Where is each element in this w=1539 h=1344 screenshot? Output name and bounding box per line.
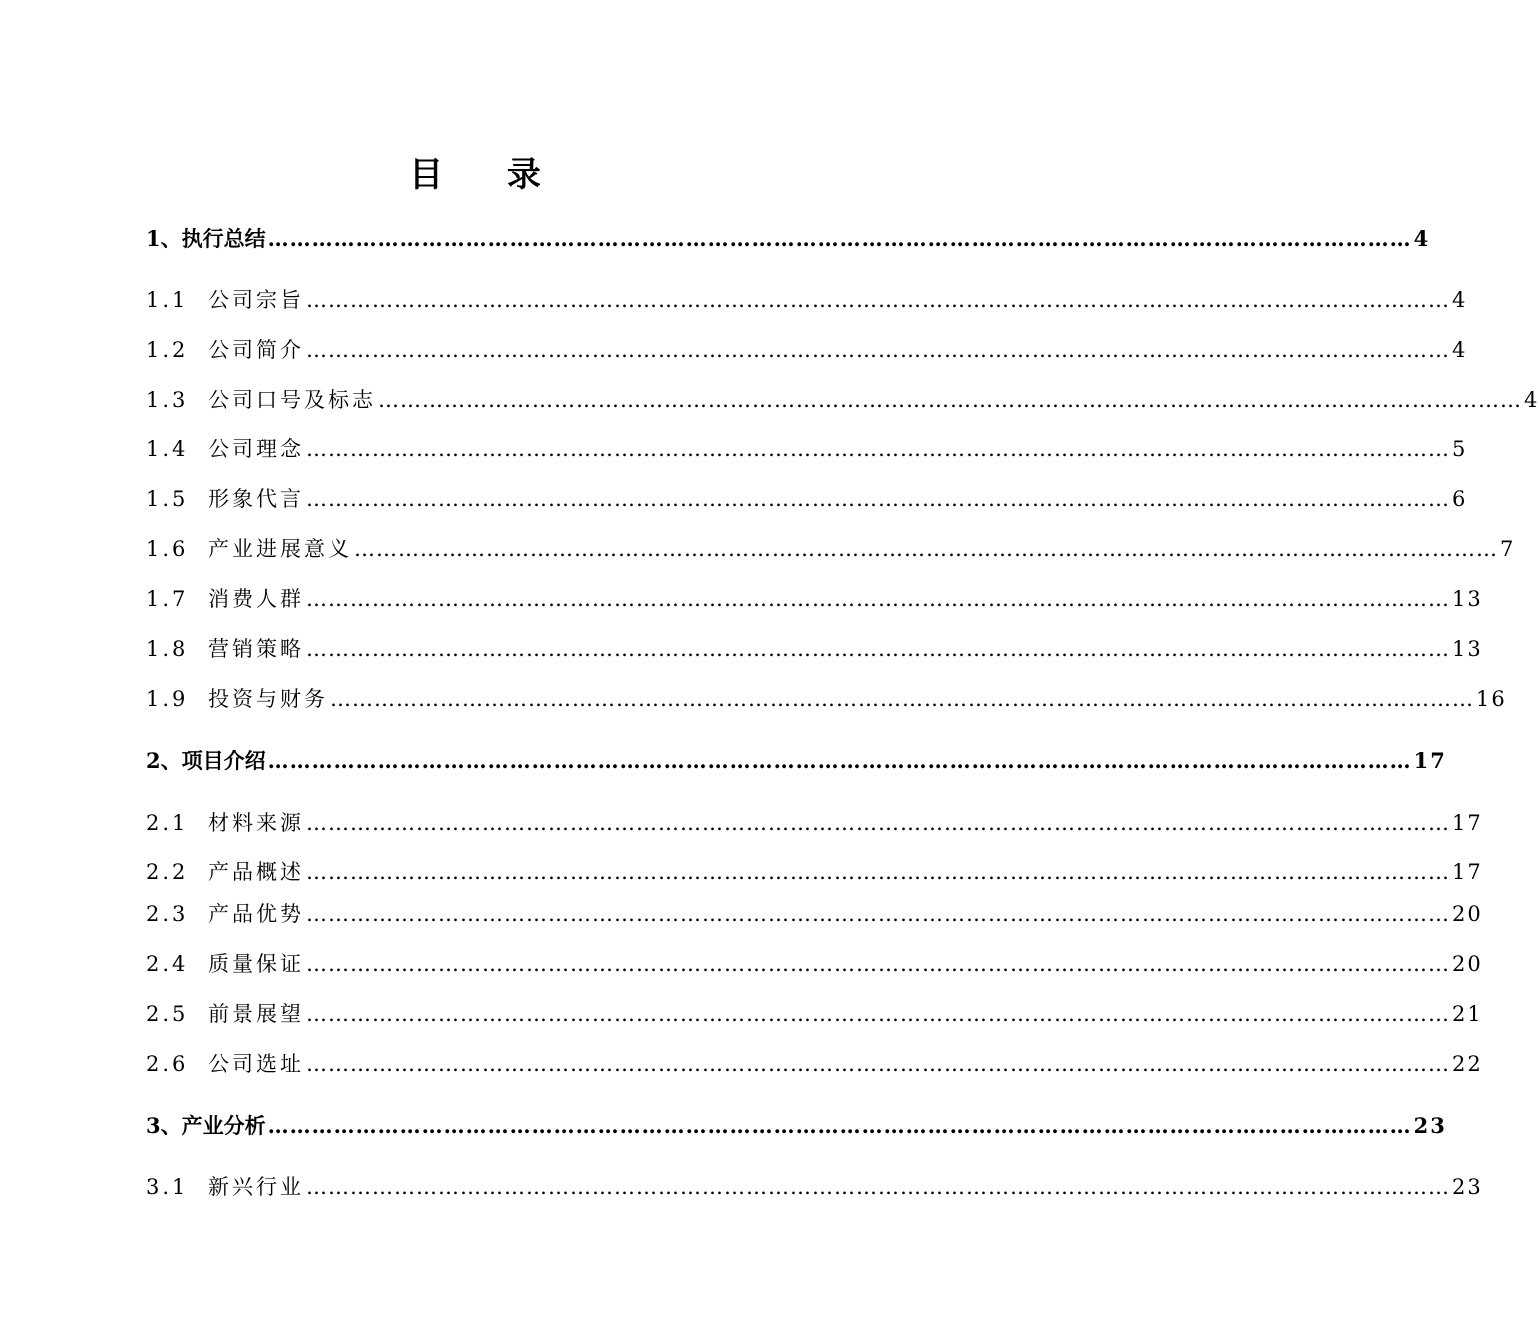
toc-entry-leader: ………………………………………………………………………………………………………………………………………… [306, 637, 1450, 661]
toc-entry-label: 质量保证 [208, 952, 304, 976]
toc-entry-leader: ………………………………………………………………………………………………………………………………………… [267, 226, 1412, 251]
toc-entry-number: 1.8 [146, 637, 189, 661]
toc-entry-page: 17 [1452, 811, 1483, 835]
toc-entry-page: 22 [1452, 1052, 1483, 1076]
toc-entry-leader: ………………………………………………………………………………………………………………………………………… [306, 902, 1450, 926]
toc-entry-number: 1、 [146, 226, 182, 251]
toc-entry-leader: ………………………………………………………………………………………………………………………………………… [378, 388, 1522, 412]
toc-entry-label: 产品优势 [208, 902, 304, 926]
toc-entry-label: 前景展望 [208, 1002, 304, 1026]
toc-entry-3-1[interactable] [146, 1170, 1483, 1204]
toc-entry-page: 6 [1452, 487, 1468, 511]
toc-entry-page: 4 [1524, 388, 1539, 412]
toc-entry-number: 2.3 [146, 902, 189, 926]
toc-entry-label: 产业分析 [181, 1113, 266, 1138]
toc-entry-1-9[interactable] [146, 682, 1507, 716]
toc-entry-2-4[interactable] [146, 947, 1483, 981]
toc-entry-label: 形象代言 [208, 487, 304, 511]
toc-entry-leader: ………………………………………………………………………………………………………………………………………… [306, 338, 1450, 362]
toc-entry-2-6[interactable] [146, 1047, 1483, 1081]
toc-entry-label: 投资与财务 [208, 687, 328, 711]
toc-entry-number: 3、 [146, 1113, 182, 1138]
toc-entry-label: 新兴行业 [208, 1175, 304, 1199]
toc-entry-leader: ………………………………………………………………………………………………………………………………………… [354, 537, 1498, 561]
toc-entry-label: 公司口号及标志 [208, 388, 376, 412]
toc-entry-label: 项目介绍 [181, 748, 266, 773]
toc-entry-leader: ………………………………………………………………………………………………………………………………………… [306, 1052, 1450, 1076]
toc-entry-2-2[interactable] [146, 855, 1483, 889]
toc-entry-number: 1.4 [146, 437, 189, 461]
toc-entry-1[interactable] [146, 222, 1431, 256]
toc-entry-label: 公司简介 [208, 338, 304, 362]
toc-entry-page: 16 [1476, 687, 1507, 711]
toc-entry-2-1[interactable] [146, 806, 1483, 840]
toc-entry-leader: ………………………………………………………………………………………………………………………………………… [306, 811, 1450, 835]
toc-entry-number: 1.9 [146, 687, 189, 711]
toc-entry-number: 2.5 [146, 1002, 189, 1026]
toc-entry-page: 23 [1413, 1113, 1447, 1138]
toc-entry-label: 执行总结 [181, 226, 266, 251]
toc-entry-number: 2.6 [146, 1052, 189, 1076]
toc-entry-1-5[interactable] [146, 482, 1468, 516]
toc-entry-3[interactable] [146, 1109, 1447, 1143]
toc-entry-1-4[interactable] [146, 432, 1468, 466]
toc-entry-number: 2.4 [146, 952, 189, 976]
toc-entry-number: 2.2 [146, 860, 189, 884]
toc-entry-page: 20 [1452, 902, 1483, 926]
toc-entry-number: 3.1 [146, 1175, 189, 1199]
toc-entry-number: 2、 [146, 748, 182, 773]
toc-entry-page: 20 [1452, 952, 1483, 976]
toc-entry-leader: ………………………………………………………………………………………………………………………………………… [306, 1002, 1450, 1026]
toc-entry-1-8[interactable] [146, 632, 1483, 666]
toc-entry-leader: ………………………………………………………………………………………………………………………………………… [306, 1175, 1450, 1199]
toc-entry-page: 17 [1413, 748, 1447, 773]
toc-entry-1-3[interactable] [146, 383, 1539, 417]
toc-entry-1-2[interactable] [146, 333, 1468, 367]
toc-entry-2-5[interactable] [146, 997, 1483, 1031]
toc-entry-page: 23 [1452, 1175, 1483, 1199]
toc-entry-1-6[interactable] [146, 532, 1516, 566]
toc-entry-leader: ………………………………………………………………………………………………………………………………………… [267, 748, 1412, 773]
toc-entry-page: 4 [1413, 226, 1431, 251]
toc-entry-number: 1.7 [146, 587, 189, 611]
toc-entry-label: 公司理念 [208, 437, 304, 461]
toc-entry-number: 1.2 [146, 338, 189, 362]
toc-entry-leader: ………………………………………………………………………………………………………………………………………… [306, 437, 1450, 461]
toc-entry-2-3[interactable] [146, 897, 1483, 931]
toc-entry-leader: ………………………………………………………………………………………………………………………………………… [306, 952, 1450, 976]
toc-entry-label: 消费人群 [208, 587, 304, 611]
toc-entry-label: 产品概述 [208, 860, 304, 884]
toc-entry-number: 1.5 [146, 487, 189, 511]
toc-entry-leader: ………………………………………………………………………………………………………………………………………… [306, 487, 1450, 511]
toc-entry-label: 公司选址 [208, 1052, 304, 1076]
toc-entry-page: 5 [1452, 437, 1468, 461]
toc-entry-leader: ………………………………………………………………………………………………………………………………………… [267, 1113, 1412, 1138]
toc-entry-page: 4 [1452, 288, 1468, 312]
toc-entry-number: 1.1 [146, 288, 189, 312]
toc-entry-leader: ………………………………………………………………………………………………………………………………………… [306, 587, 1450, 611]
toc-entry-page: 21 [1452, 1002, 1483, 1026]
toc-entry-leader: ………………………………………………………………………………………………………………………………………… [306, 288, 1450, 312]
toc-entry-leader: ………………………………………………………………………………………………………………………………………… [330, 687, 1474, 711]
toc-entry-label: 公司宗旨 [208, 288, 304, 312]
toc-entry-page: 4 [1452, 338, 1468, 362]
toc-entry-number: 1.3 [146, 388, 189, 412]
toc-entry-label: 产业进展意义 [208, 537, 352, 561]
toc-entry-page: 13 [1452, 637, 1483, 661]
toc-entry-1-1[interactable] [146, 283, 1468, 317]
toc-entry-2[interactable] [146, 744, 1447, 778]
toc-entry-page: 7 [1500, 537, 1516, 561]
toc-entry-number: 1.6 [146, 537, 189, 561]
toc-entry-page: 13 [1452, 587, 1483, 611]
toc-entry-leader: ………………………………………………………………………………………………………………………………………… [306, 860, 1450, 884]
toc-entry-label: 营销策略 [208, 637, 304, 661]
toc-entry-page: 17 [1452, 860, 1483, 884]
page-title: 目 录 [409, 155, 567, 195]
toc-entry-label: 材料来源 [208, 811, 304, 835]
toc-entry-number: 2.1 [146, 811, 189, 835]
toc-entry-1-7[interactable] [146, 582, 1483, 616]
